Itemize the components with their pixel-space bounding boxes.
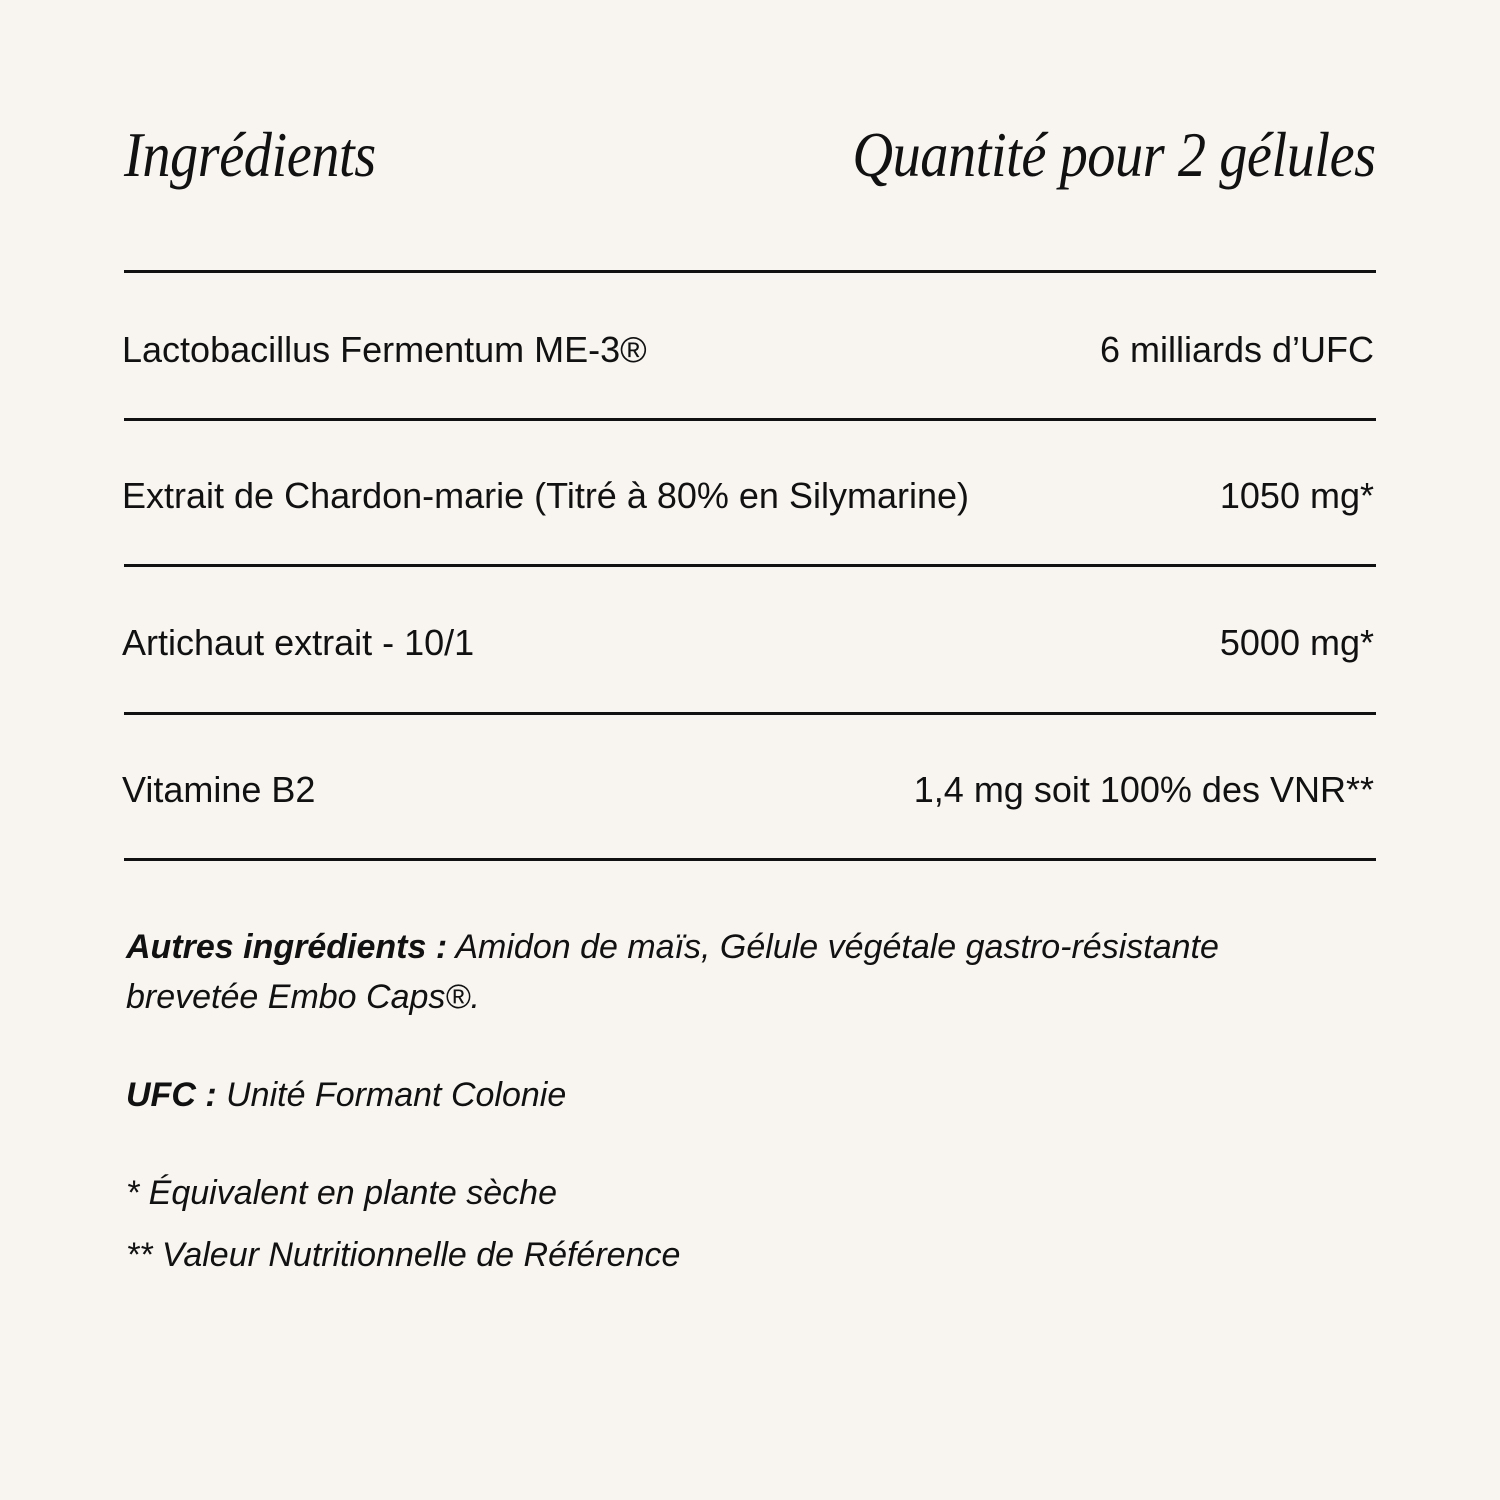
divider bbox=[124, 858, 1376, 861]
other-ingredients-label: Autres ingrédients : bbox=[126, 928, 448, 966]
quantity-heading: Quantité pour 2 gélules bbox=[852, 119, 1376, 190]
table-header bbox=[124, 118, 1376, 192]
ufc-text: Unité Formant Colonie bbox=[216, 1076, 567, 1114]
ingredient-name: Artichaut extrait - 10/1 bbox=[122, 622, 475, 663]
ingredient-amount: 6 milliards d’UFC bbox=[1099, 329, 1374, 370]
other-ingredients-text: Amidon de maïs, Gélule végétale gastro-résistante brevetée Embo Caps®. bbox=[126, 928, 1219, 1016]
footnote-2: ** Valeur Nutritionnelle de Référence bbox=[126, 1236, 681, 1274]
ingredient-amount: 1,4 mg soit 100% des VNR** bbox=[913, 769, 1374, 810]
ingredient-amount: 5000 mg* bbox=[1219, 622, 1374, 663]
divider bbox=[124, 270, 1376, 273]
other-ingredients bbox=[126, 922, 1346, 1022]
divider bbox=[124, 564, 1376, 567]
ingredient-amount: 1050 mg* bbox=[1219, 475, 1374, 516]
footnote-1: * Équivalent en plante sèche bbox=[126, 1174, 557, 1212]
table-row bbox=[122, 320, 1374, 380]
ingredient-name: Vitamine B2 bbox=[122, 769, 316, 810]
table-row bbox=[122, 760, 1374, 820]
ingredient-name: Lactobacillus Fermentum ME-3® bbox=[122, 329, 647, 370]
ingredients-heading: Ingrédients bbox=[124, 119, 376, 190]
table-row bbox=[122, 466, 1374, 526]
table-row bbox=[122, 613, 1374, 673]
notes-section bbox=[126, 922, 1346, 1280]
ingredient-name: Extrait de Chardon-marie (Titré à 80% en Silymarine) bbox=[122, 475, 969, 516]
ufc-label: UFC : bbox=[126, 1076, 217, 1114]
divider bbox=[124, 712, 1376, 715]
divider bbox=[124, 418, 1376, 421]
ufc-definition bbox=[126, 1070, 1346, 1120]
